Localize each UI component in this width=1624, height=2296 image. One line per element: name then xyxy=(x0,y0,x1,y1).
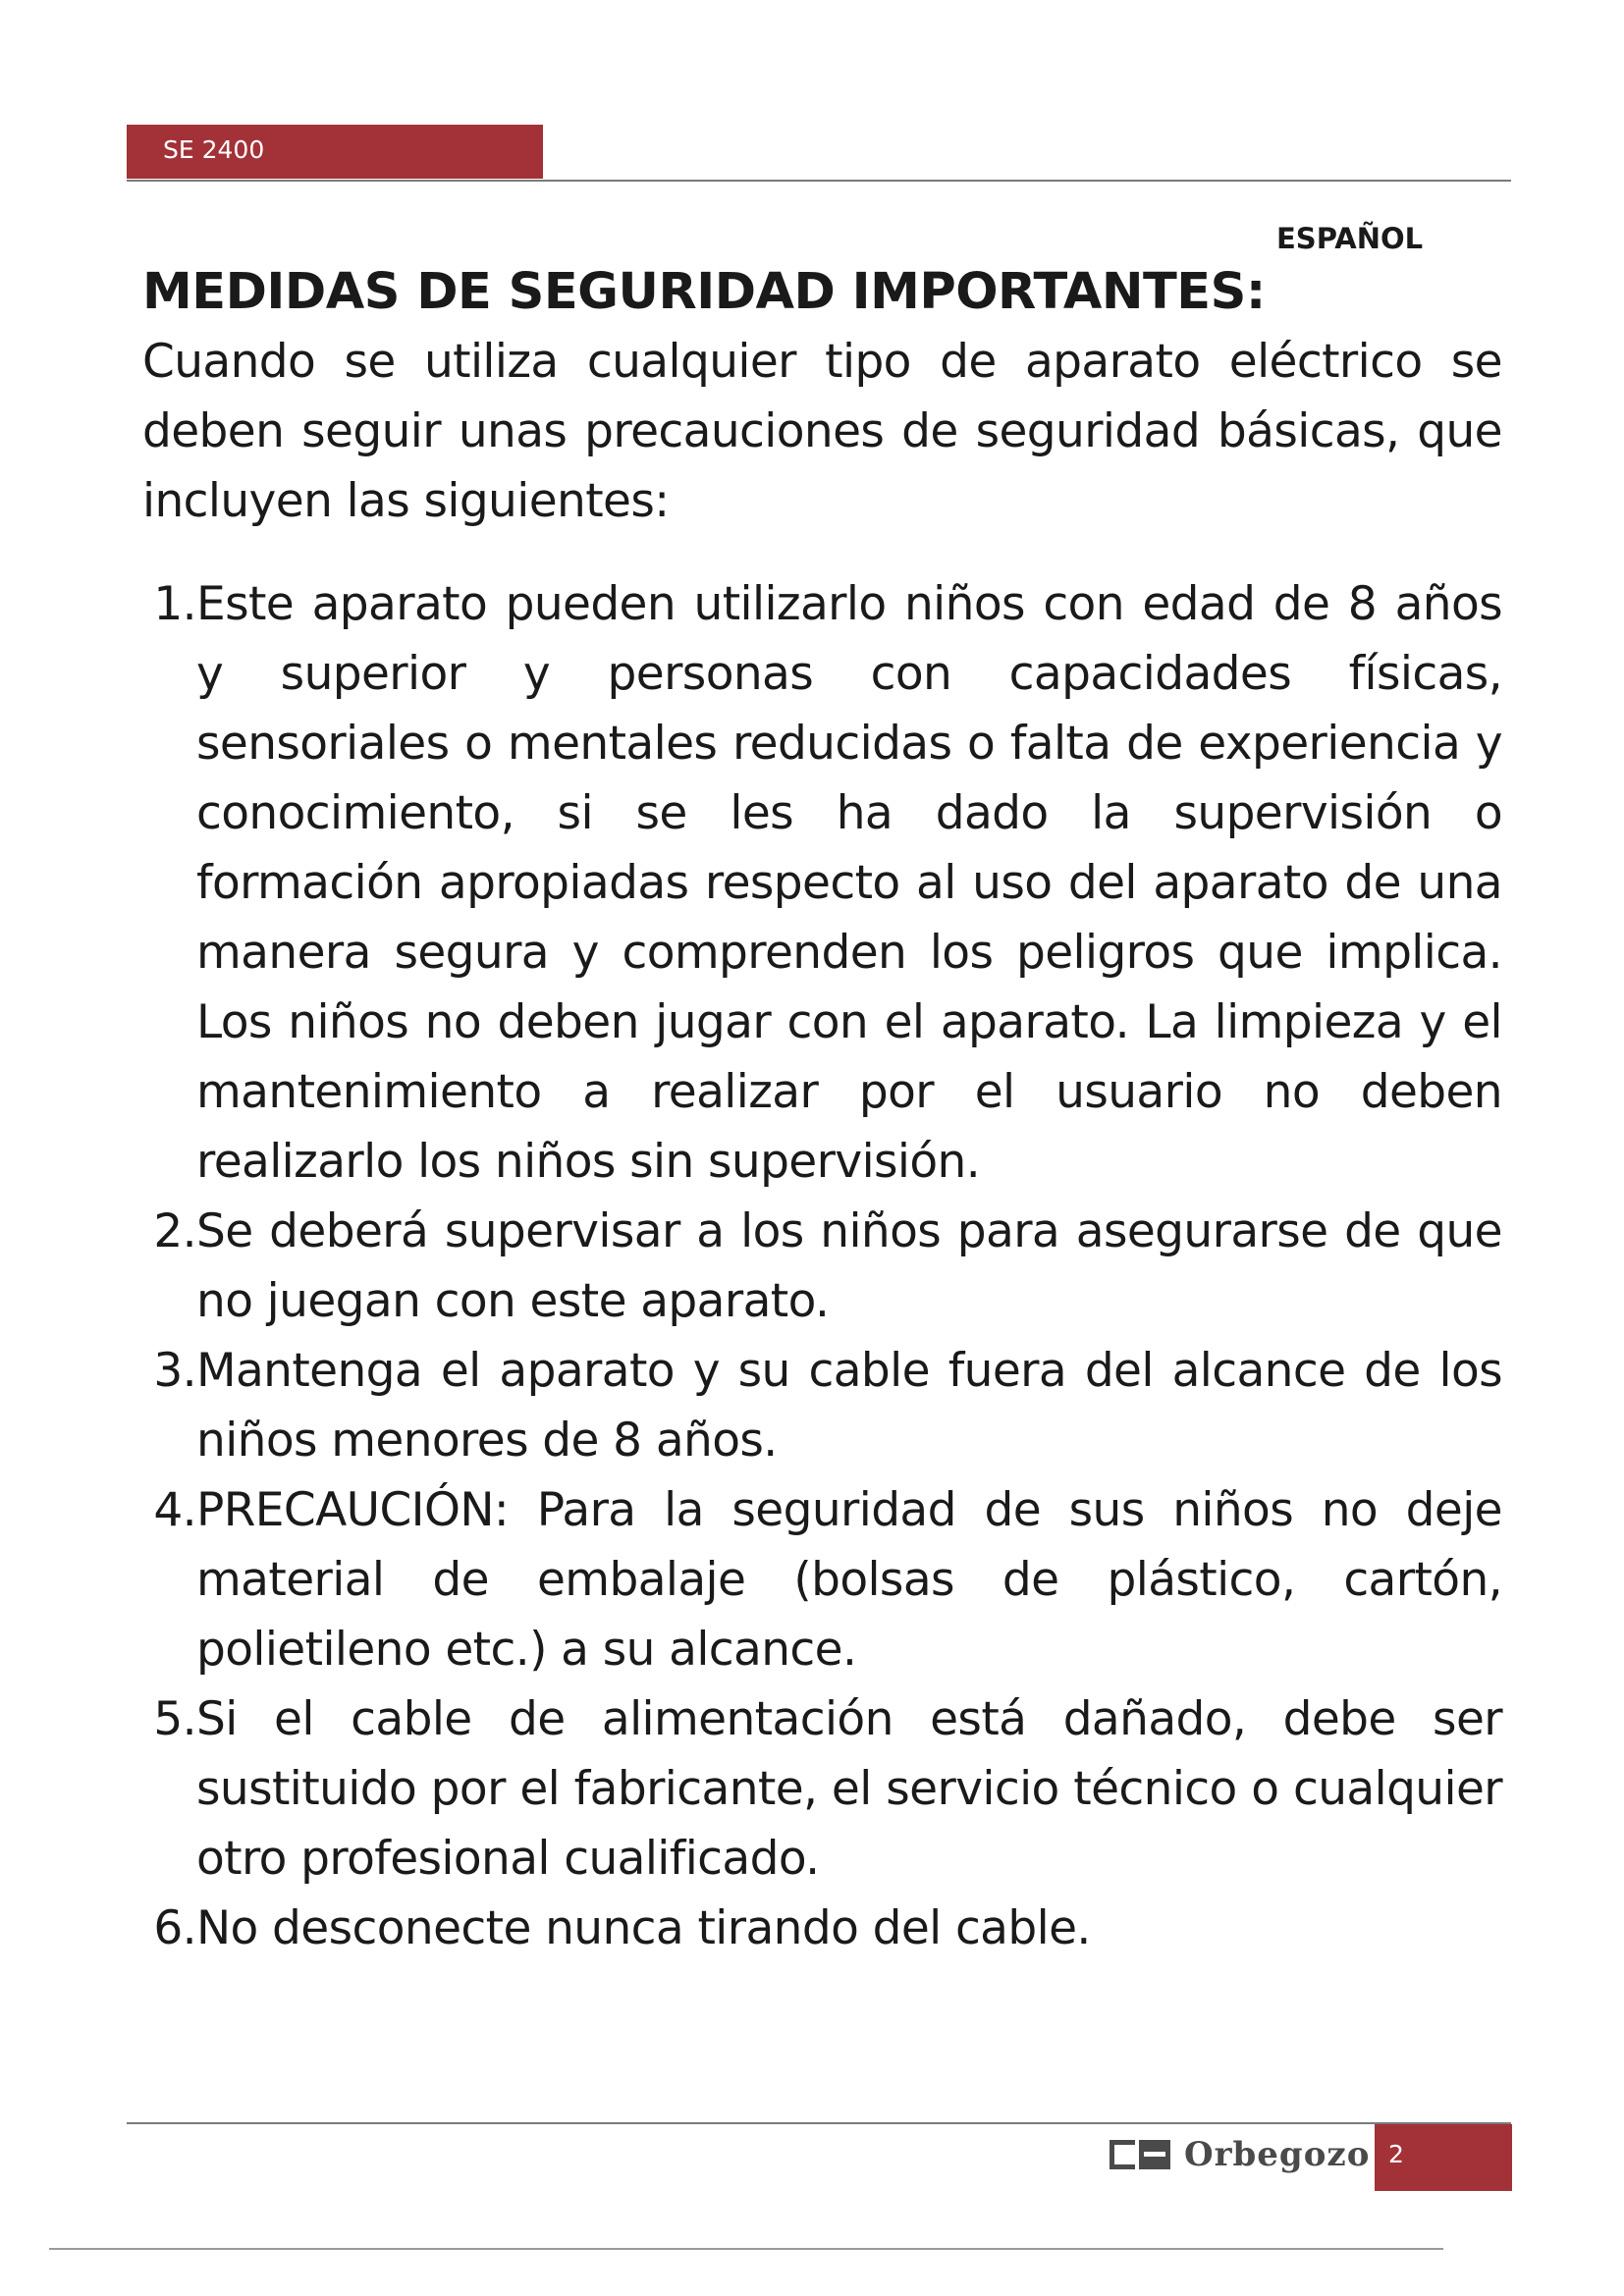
item-number: 2. xyxy=(153,1204,196,1258)
list-item xyxy=(142,1475,1502,1684)
item-text: No desconecte nunca tirando del cable. xyxy=(196,1901,1091,1955)
list-item xyxy=(142,1197,1502,1336)
bottom-rule xyxy=(49,2248,1443,2250)
list-item xyxy=(142,1894,1502,1963)
item-number: 4. xyxy=(153,1483,196,1537)
item-text: Se deberá supervisar a los niños para asegurarse de que no juegan con este aparato. xyxy=(196,1204,1502,1328)
header-divider xyxy=(127,180,1511,182)
section-title: MEDIDAS DE SEGURIDAD IMPORTANTES: xyxy=(142,263,1266,321)
orbegozo-logo-icon xyxy=(1110,2140,1170,2169)
document-body xyxy=(142,258,1502,1963)
item-number: 6. xyxy=(153,1901,196,1955)
model-label: SE 2400 xyxy=(163,135,265,164)
page-number: 2 xyxy=(1388,2140,1404,2168)
item-number: 5. xyxy=(153,1692,196,1746)
footer-brand xyxy=(1110,2135,1370,2174)
item-number: 3. xyxy=(153,1344,196,1398)
language-label: ESPAÑOL xyxy=(1276,222,1424,255)
item-text: Si el cable de alimentación está dañado, debe ser sustituido por el fabricante, el servicio técnico o cualquier otro profesional cualificado. xyxy=(196,1692,1502,1886)
list-item xyxy=(142,1684,1502,1894)
list-item xyxy=(142,569,1502,1197)
footer-divider xyxy=(127,2122,1511,2124)
item-text: PRECAUCIÓN: Para la seguridad de sus niños no deje material de embalaje (bolsas de plástico, cartón, polietileno etc.) a su alcance. xyxy=(196,1483,1502,1677)
list-item xyxy=(142,1336,1502,1475)
item-text: Mantenga el aparato y su cable fuera del alcance de los niños menores de 8 años. xyxy=(196,1344,1502,1468)
intro-paragraph: Cuando se utiliza cualquier tipo de aparato eléctrico se deben seguir unas precauciones de seguridad básicas, que incluyen las siguientes: xyxy=(142,335,1502,528)
safety-list xyxy=(142,569,1502,1963)
brand-name: Orbegozo xyxy=(1184,2135,1371,2174)
item-number: 1. xyxy=(153,577,196,631)
item-text: Este aparato pueden utilizarlo niños con edad de 8 años y superior y personas con capacidades físicas, sensoriales o mentales reducidas o falta de experiencia y conocimiento, si se les ha dado la supervisión o formación apropiadas respecto al uso del aparato de una manera segura y comprenden los peligros que implica. Los niños no deben jugar con el aparato. La limpieza y el mantenimiento a realizar por el usuario no deben realizarlo los niños sin supervisión. xyxy=(196,577,1502,1189)
